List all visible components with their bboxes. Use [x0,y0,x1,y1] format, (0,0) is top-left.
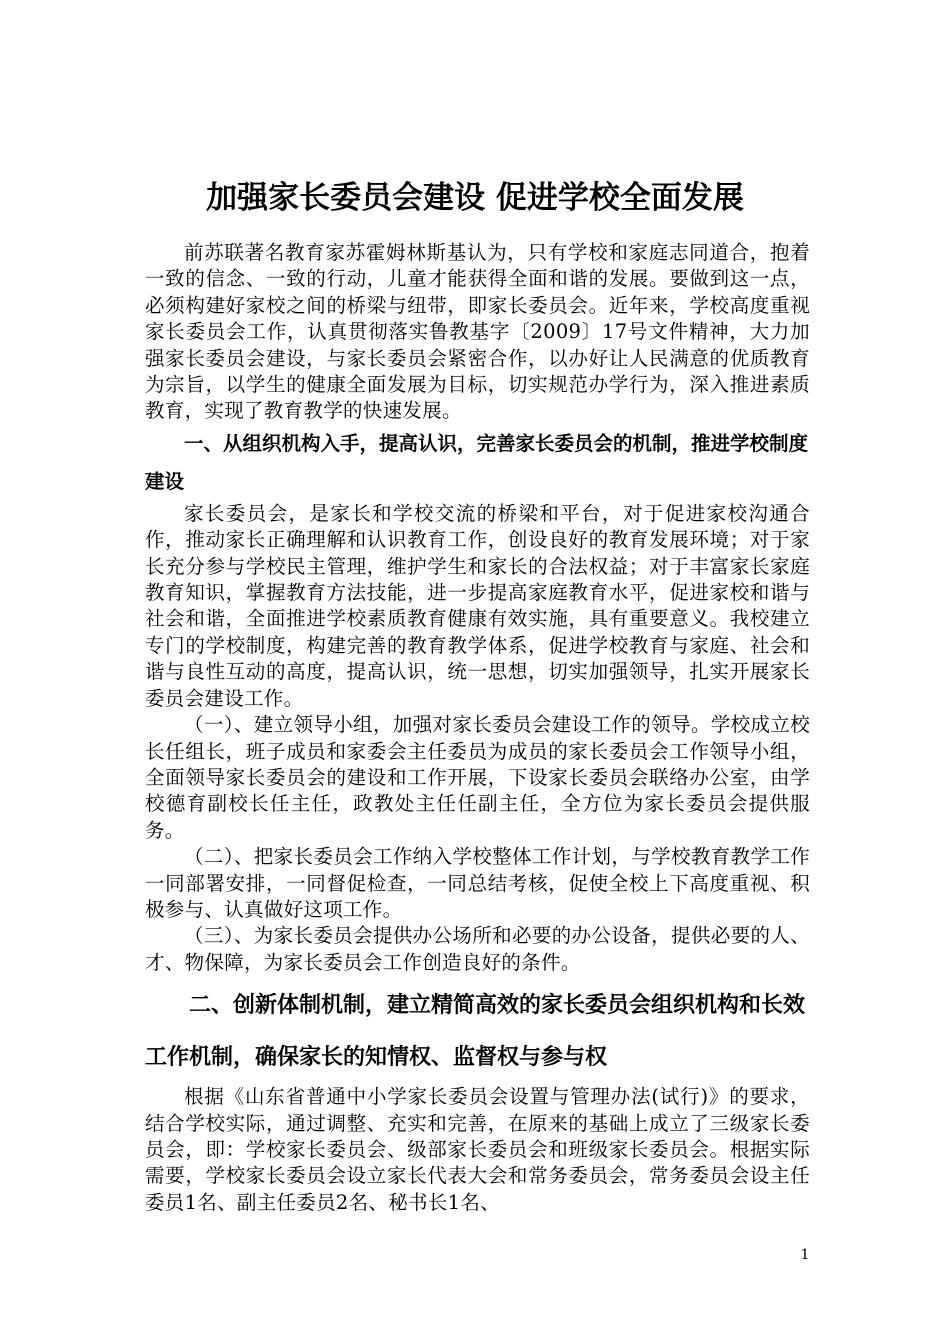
document-title: 加强家长委员会建设 促进学校全面发展 [206,180,744,216]
section-1-item-1: （一）、建立领导小组，加强对家长委员会建设工作的领导。学校成立校长任组长，班子成员和家委会主任委员为成员的家长委员会工作领导小组，全面领导家长委员会的建设和工作开展，下设家长委员会联络办公室，由学校德育副校长任主任，政教处主任任副主任，全方位为家长委员会提供服务。 [145,713,810,842]
section-1-item-3: （三）、为家长委员会提供办公场所和必要的办公设备，提供必要的人、才、物保障，为家长委员会工作创造良好的条件。 [145,924,810,974]
section-2-paragraph: 根据《山东省普通中小学家长委员会设置与管理办法(试行)》的要求，结合学校实际，通过调整、充实和完善，在原来的基础上成立了三级家长委员会，即：学校家长委员会、级部家长委员会和班级家长委员会。根据实际需要，学校家长委员会设立家长代表大会和常务委员会，常务委员会设主任委员1名、副主任委员2名、秘书长1名、 [145,1085,810,1214]
section-1-item-2: （二）、把家长委员会工作纳入学校整体工作计划，与学校教育教学工作一同部署安排，一同督促检查，一同总结考核，促使全校上下高度重视、积极参与、认真做好这项工作。 [145,845,810,921]
document-body [145,240,810,1216]
section-1-heading: 一、从组织机构入手，提高认识，完善家长委员会的机制，推进学校制度建设 [145,431,809,493]
section-1-paragraph: 家长委员会，是家长和学校交流的桥梁和平台，对于促进家校沟通合作，推动家长正确理解和认识教育工作，创设良好的教育发展环境；对于家长充分参与学校民主管理，维护学生和家长的合法权益；对于丰富家长家庭教育知识，掌握教育方法技能，进一步提高家庭教育水平，促进家校和谐与社会和谐，全面推进学校素质教育健康有效实施，具有重要意义。我校建立专门的学校制度，构建完善的教育教学体系，促进学校教育与家庭、社会和谐与良性互动的高度，提高认识，统一思想，切实加强领导，扎实开展家长委员会建设工作。 [145,501,810,710]
section-2-heading: 二、创新体制机制，建立精简高效的家长委员会组织机构和长效工作机制，确保家长的知情权、监督权与参与权 [145,993,806,1071]
intro-paragraph: 前苏联著名教育家苏霍姆林斯基认为，只有学校和家庭志同道合，抱着一致的信念、一致的行动，儿童才能获得全面和谐的发展。要做到这一点，必须构建好家校之间的桥梁与纽带，即家长委员会。近年来，学校高度重视家长委员会工作，认真贯彻落实鲁教基字〔2009〕17号文件精神，大力加强家长委员会建设，与家长委员会紧密合作，以办好让人民满意的优质教育为宗旨，以学生的健康全面发展为目标，切实规范办学行为，深入推进素质教育，实现了教育教学的快速发展。 [145,241,810,423]
page-number: 1 [800,1247,810,1263]
